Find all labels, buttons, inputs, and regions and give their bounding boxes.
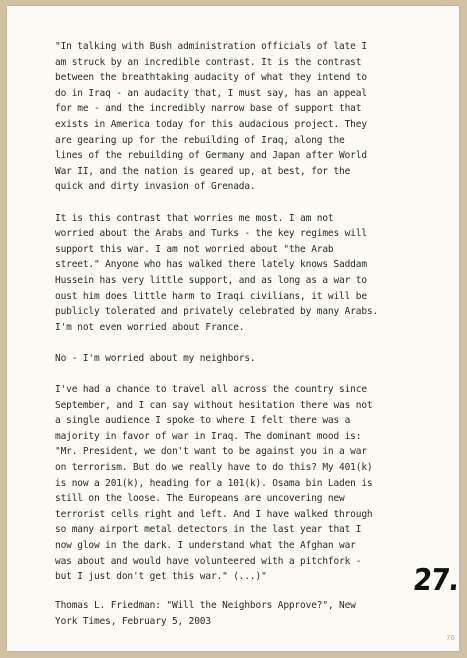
quote-line: No - I'm worried about my neighbors. <box>55 352 256 364</box>
quote-line: I've had a chance to travel all across the country since <box>55 384 367 396</box>
quote-line: now glow in the dark. I understand what the Afghan war <box>55 540 356 551</box>
quote-line: am struck by an incredible contrast. It is the contrast <box>55 56 362 68</box>
quote-line: a single audience I spoke to where I felt there was a <box>55 415 351 427</box>
quote-line: War II, and the nation is geared up, at best, for the <box>55 165 351 177</box>
quote-line: oust him does little harm to Iraqi civilians, it will be <box>55 290 367 302</box>
quote-line: between the breathtaking audacity of what they intend to <box>55 72 367 84</box>
citation <box>55 598 445 629</box>
quote-line: terrorist cells right and left. And I have walked through <box>55 508 373 520</box>
quote-line: do in Iraq - an audacity that, I must say, has an appeal <box>55 87 367 99</box>
quote-line: for me - and the incredibly narrow base of support that <box>55 103 362 115</box>
quote-line: "Mr. President, we don't want to be against you in a war <box>55 446 367 458</box>
quote-line: "In talking with Bush administration officials of late I <box>55 41 367 52</box>
quote-line: street." Anyone who has walked there lately knows Saddam <box>55 259 367 271</box>
quote-line: exists in America today for this audacious project. They <box>55 118 367 130</box>
citation-line: Thomas L. Friedman: "Will the Neighbors Approve?", New <box>55 600 356 611</box>
quote-line: September, and I can say without hesitation there was not <box>55 399 373 411</box>
quote-body <box>55 39 445 585</box>
corner-pencil-mark: 76 <box>446 634 455 642</box>
quote-line: support this war. I am not worried about "the Arab <box>55 243 334 255</box>
document-page <box>7 6 459 651</box>
citation-line: York Times, February 5, 2003 <box>55 615 211 627</box>
quote-line: majority in favor of war in Iraq. The dominant mood is: <box>55 430 362 442</box>
quote-line: quick and dirty invasion of Grenada. <box>55 181 256 193</box>
quote-line: It is this contrast that worries me most. I am not <box>55 212 334 224</box>
quote-line: was about and would have volunteered with a pitchfork - <box>55 555 362 567</box>
quote-line: are gearing up for the rebuilding of Iraq, along the <box>55 134 345 146</box>
quote-line: still on the loose. The Europeans are uncovering new <box>55 493 345 505</box>
page-number: 27. <box>411 563 461 598</box>
quote-line: but I just don't get this war." (...)" <box>55 571 267 583</box>
quote-line: Hussein has very little support, and as long as a war to <box>55 274 367 286</box>
quote-line: so many airport metal detectors in the last year that I <box>55 524 362 536</box>
quote-line: lines of the rebuilding of Germany and Japan after World <box>55 150 367 162</box>
quote-line: worried about the Arabs and Turks - the key regimes will <box>55 228 367 240</box>
quote-line: publicly tolerated and privately celebrated by many Arabs. <box>55 306 379 318</box>
quote-line: is now a 201(k), heading for a 101(k). Osama bin Laden is <box>55 477 373 489</box>
quote-line: on terrorism. But do we really have to do this? My 401(k) <box>55 462 373 474</box>
quote-line: I'm not even worried about France. <box>55 321 245 333</box>
